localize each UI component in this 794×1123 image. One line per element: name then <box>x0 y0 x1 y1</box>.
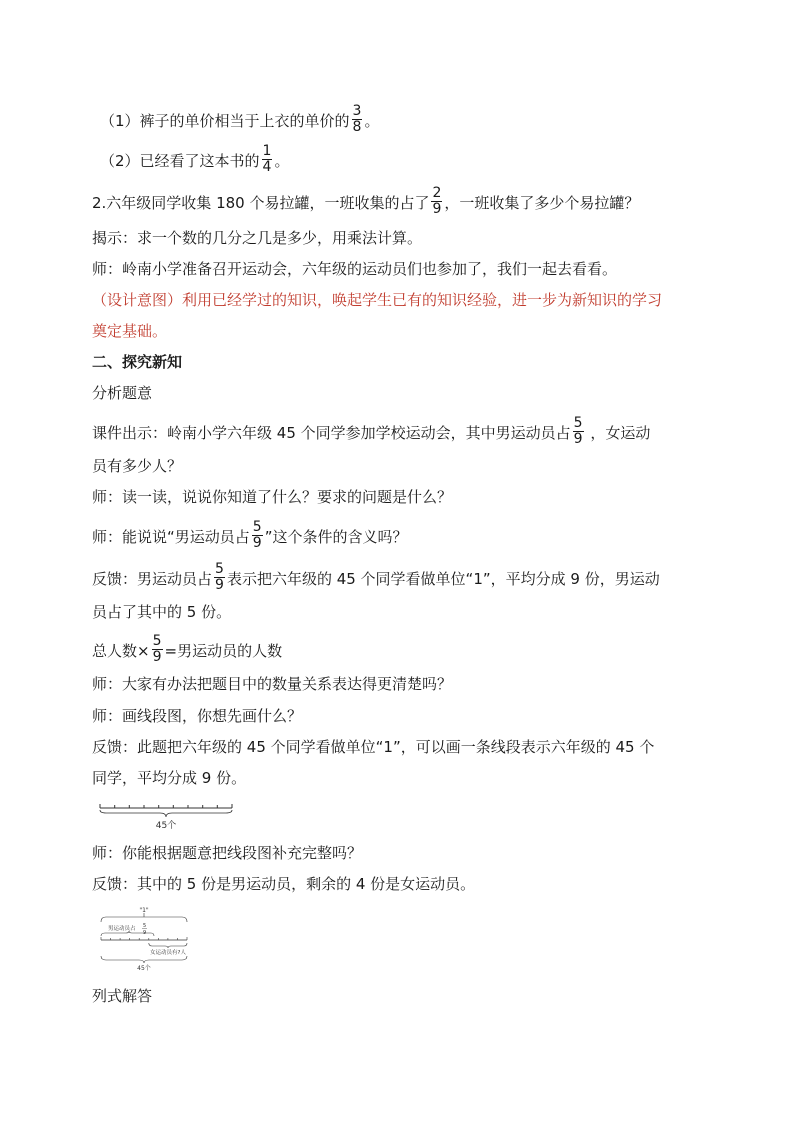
subheading-solve: 列式解答 <box>92 987 153 1005</box>
line-11: 师：读一读，说说你知道了什么？要求的问题是什么？ <box>92 488 453 506</box>
line-16: 师：大家有办法把题目中的数量关系表达得更清楚吗？ <box>92 675 453 693</box>
line-4: 揭示：求一个数的几分之几是多少，用乘法计算。 <box>92 229 423 247</box>
diagram2-male-label: 男运动员占 <box>108 926 136 932</box>
diagram2-male-den: 9 <box>143 930 147 936</box>
line-18a: 反馈：此题把六年级的 45 个同学看做单位“1”，可以画一条线段表示六年级的 45 个 <box>92 738 655 756</box>
diagram1-total-label: 45个 <box>155 821 177 831</box>
section-heading: 二、探究新知 <box>92 353 183 371</box>
fraction: $\frac{5}{9}$ <box>152 633 162 665</box>
segment-diagram-1 <box>96 798 240 832</box>
subheading-analysis: 分析题意 <box>92 384 153 402</box>
diagram2-total-label: 45个 <box>137 965 151 972</box>
fraction: $\frac{2}{9}$ <box>432 185 442 217</box>
line-19: 师：你能根据题意把线段图补充完整吗？ <box>92 844 363 862</box>
fraction: $\frac{5}{9}$ <box>215 561 224 593</box>
text: （1）裤子的单价相当于上衣的单价的 <box>100 112 350 130</box>
segment-diagram-2 <box>96 904 196 972</box>
line-problem: 课件出示：岭南小学六年级 45 个同学参加学校运动会，其中男运动员占 $\frac{5}{9}$ ，女运动 <box>92 415 651 447</box>
diagram2-unit-label: "1" <box>139 907 149 914</box>
line-1: （1）裤子的单价相当于上衣的单价的 $\frac{3}{8}$ 。 <box>100 103 380 135</box>
line-17: 师：画线段图，你想先画什么？ <box>92 707 303 725</box>
line-10: 员有多少人？ <box>92 457 183 475</box>
diagram2-male-num: 5 <box>143 923 147 929</box>
line-20: 反馈：其中的 5 份是男运动员，剩余的 4 份是女运动员。 <box>92 875 476 893</box>
design-note-line-1: （设计意图）利用已经学过的知识，唤起学生已有的知识经验，进一步为新知识的学习 <box>92 291 663 309</box>
line-3: 2.六年级同学收集 180 个易拉罐，一班收集的占了 $\frac{2}{9}$ ，一班收集了多少个易拉罐？ <box>92 185 640 217</box>
line-13: 反馈：男运动员占 $\frac{5}{9}$ 表示把六年级的 45 个同学看做单位“1”，平均分成 9 份，男运动 <box>92 561 660 593</box>
line-2: （2）已经看了这本书的 $\frac{1}{4}$ 。 <box>100 143 290 175</box>
fraction: $\frac{5}{9}$ <box>252 519 262 551</box>
fraction: $\frac{3}{8}$ <box>352 103 362 135</box>
fraction: $\frac{5}{9}$ <box>573 415 583 447</box>
line-15: 总人数× $\frac{5}{9}$ =男运动员的人数 <box>92 633 283 665</box>
diagram2-female-label: 女运动员有?人 <box>150 950 186 956</box>
line-5: 师：岭南小学准备召开运动会，六年级的运动员们也参加了，我们一起去看看。 <box>92 260 618 278</box>
design-note-line-2: 奠定基础。 <box>92 322 168 340</box>
fraction: $\frac{1}{4}$ <box>262 143 272 175</box>
line-14: 员占了其中的 5 份。 <box>92 603 232 621</box>
line-18b: 同学，平均分成 9 份。 <box>92 769 247 787</box>
line-12: 师：能说说“男运动员占 $\frac{5}{9}$ ”这个条件的含义吗？ <box>92 519 408 551</box>
